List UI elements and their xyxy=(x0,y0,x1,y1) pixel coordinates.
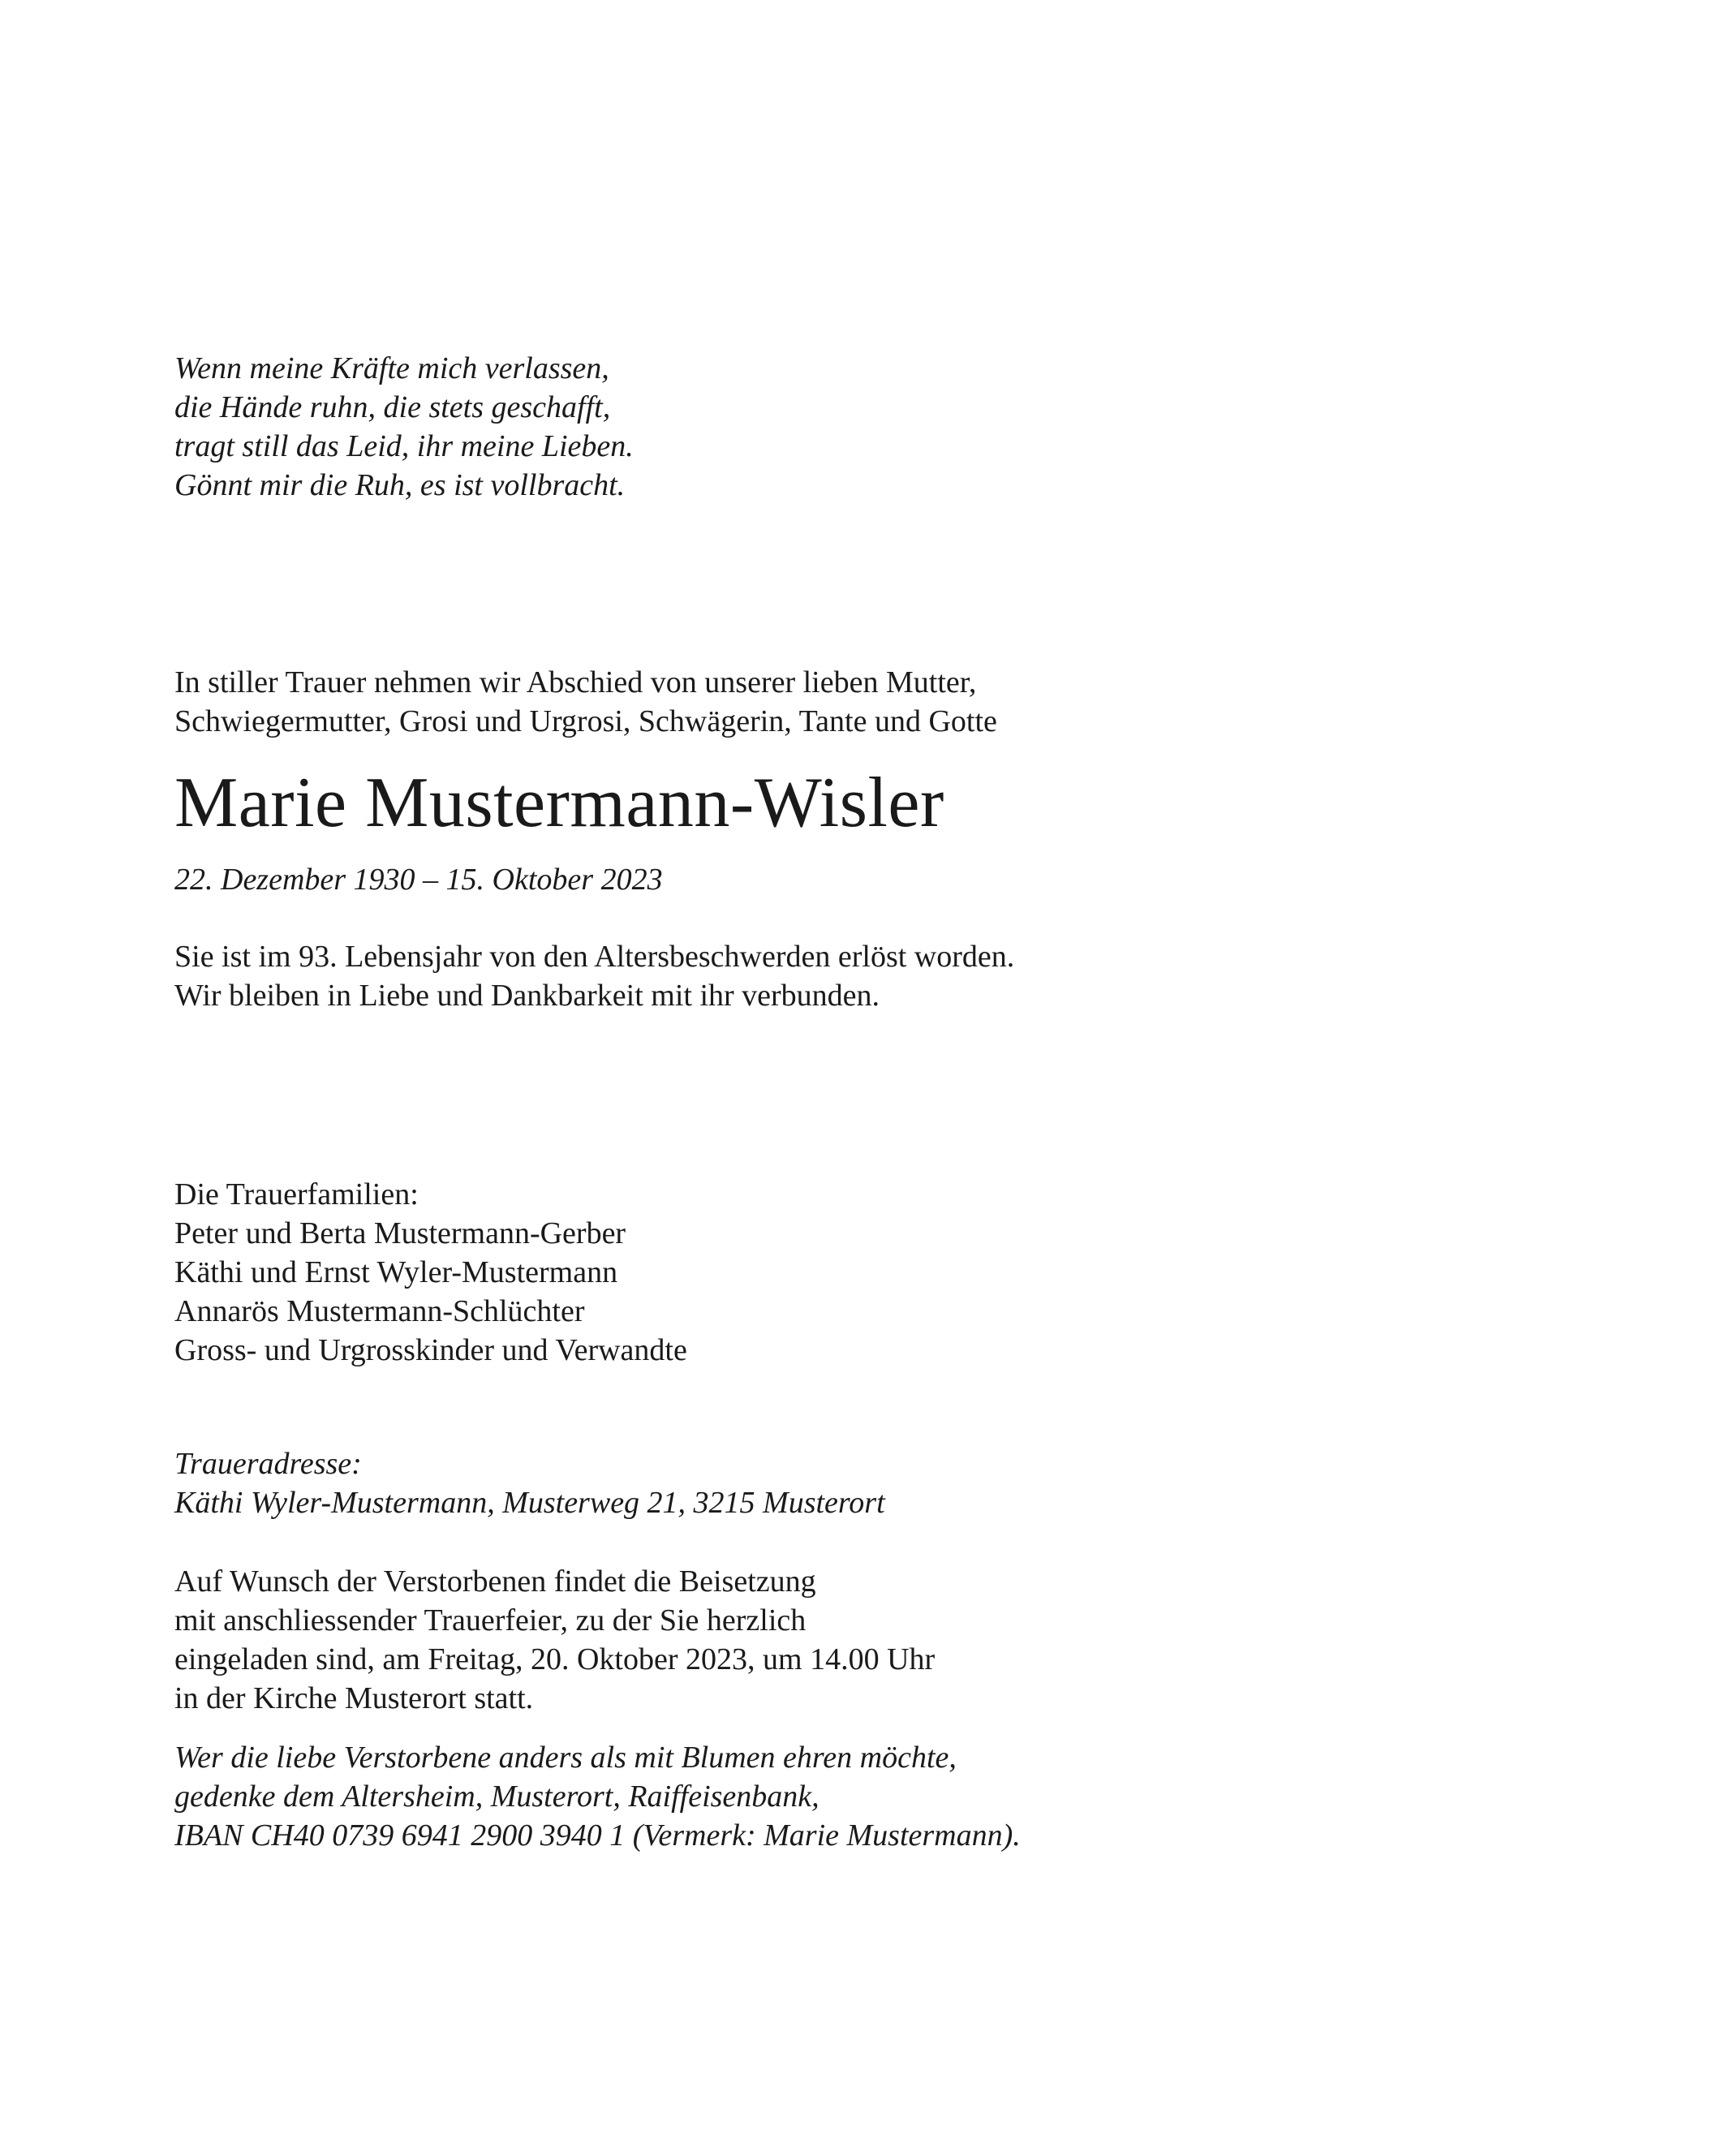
donation-info xyxy=(174,1738,1021,1855)
address-value: Käthi Wyler-Mustermann, Musterweg 21, 3215 Musterort xyxy=(174,1486,885,1520)
family-member: Käthi und Ernst Wyler-Mustermann xyxy=(174,1255,618,1289)
intro-line: In stiller Trauer nehmen wir Abschied von unserer lieben Mutter, xyxy=(174,665,977,699)
ceremony-line: mit anschliessender Trauerfeier, zu der Sie herzlich xyxy=(174,1603,807,1637)
poem-line: die Hände ruhn, die stets geschafft, xyxy=(174,390,611,424)
poem-line: Wenn meine Kräfte mich verlassen, xyxy=(174,351,609,385)
donation-line: IBAN CH40 0739 6941 2900 3940 1 (Vermerk: Marie Mustermann). xyxy=(174,1818,1021,1853)
poem-line: tragt still das Leid, ihr meine Lieben. xyxy=(174,429,634,463)
message-line: Sie ist im 93. Lebensjahr von den Altersbeschwerden erlöst worden. xyxy=(174,940,1015,974)
life-dates: 22. Dezember 1930 – 15. Oktober 2023 xyxy=(174,863,663,897)
family-member: Gross- und Urgrosskinder und Verwandte xyxy=(174,1333,687,1367)
mourning-address xyxy=(174,1444,885,1522)
family-member: Peter und Berta Mustermann-Gerber xyxy=(174,1216,626,1250)
family-member: Annarös Mustermann-Schlüchter xyxy=(174,1294,585,1328)
mourning-families xyxy=(174,1175,687,1370)
families-heading: Die Trauerfamilien: xyxy=(174,1177,419,1211)
message-text xyxy=(174,937,1014,1015)
donation-line: gedenke dem Altersheim, Musterort, Raiffeisenbank, xyxy=(174,1779,819,1814)
ceremony-line: eingeladen sind, am Freitag, 20. Oktober 2023, um 14.00 Uhr xyxy=(174,1642,936,1676)
intro-line: Schwiegermutter, Grosi und Urgrosi, Schwägerin, Tante und Gotte xyxy=(174,704,997,738)
ceremony-line: in der Kirche Musterort statt. xyxy=(174,1681,534,1715)
poem xyxy=(174,349,634,505)
ceremony-line: Auf Wunsch der Verstorbenen findet die Beisetzung xyxy=(174,1564,816,1599)
deceased-name: Marie Mustermann-Wisler xyxy=(174,764,944,842)
poem-line: Gönnt mir die Ruh, es ist vollbracht. xyxy=(174,468,626,502)
address-label: Traueradresse: xyxy=(174,1447,362,1481)
donation-line: Wer die liebe Verstorbene anders als mit Blumen ehren möchte, xyxy=(174,1741,957,1775)
message-line: Wir bleiben in Liebe und Dankbarkeit mit ihr verbunden. xyxy=(174,979,880,1013)
ceremony-info xyxy=(174,1562,935,1718)
intro-text xyxy=(174,663,997,741)
